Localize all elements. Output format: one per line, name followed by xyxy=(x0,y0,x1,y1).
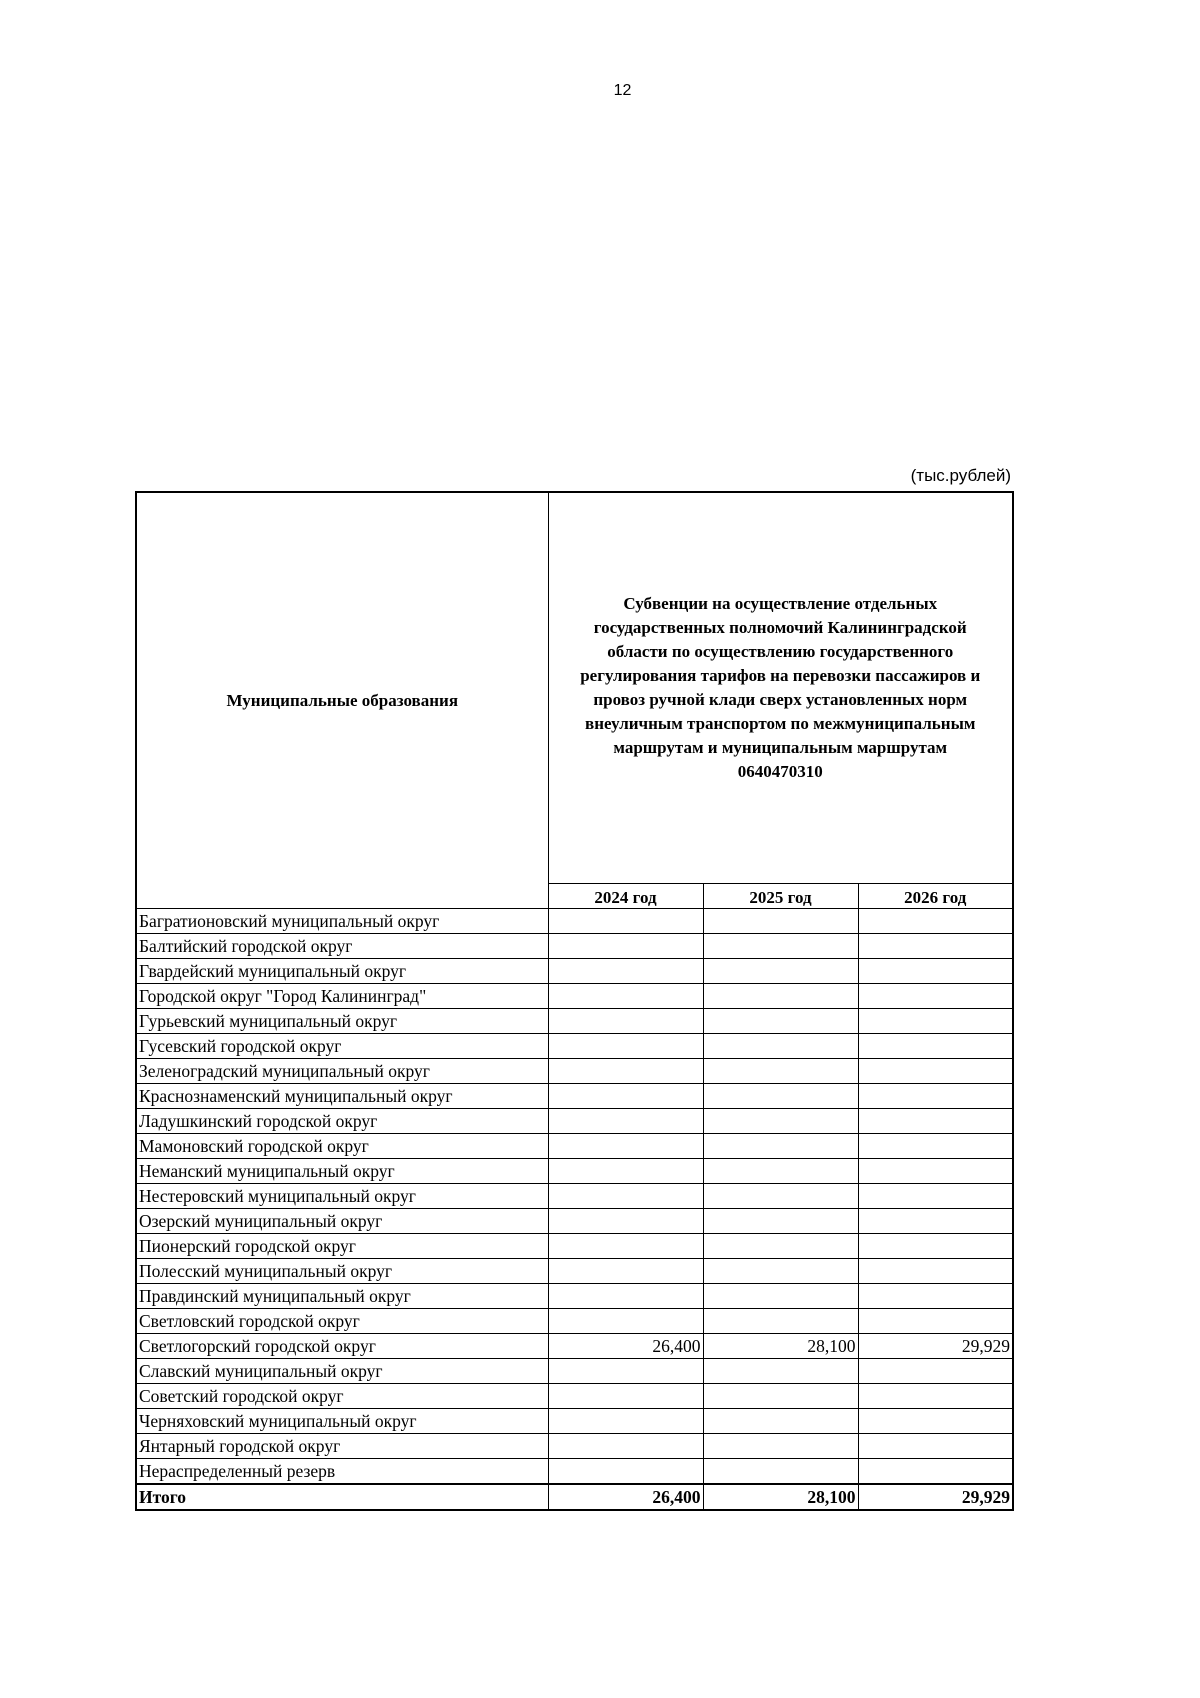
value-2024 xyxy=(548,1159,703,1184)
value-2025 xyxy=(703,1309,858,1334)
value-2024 xyxy=(548,1084,703,1109)
title-line: внеуличным транспортом по межмуниципальным xyxy=(585,714,976,733)
table-row xyxy=(136,984,1013,1009)
municipality-name: Славский муниципальный округ xyxy=(136,1359,548,1384)
value-2024 xyxy=(548,1034,703,1059)
table-row xyxy=(136,1359,1013,1384)
value-2025: 28,100 xyxy=(703,1334,858,1359)
table-body xyxy=(136,909,1013,1511)
value-2025 xyxy=(703,1009,858,1034)
value-2026 xyxy=(858,1059,1013,1084)
municipality-name: Гурьевский муниципальный округ xyxy=(136,1009,548,1034)
title-line: регулирования тарифов на перевозки пассажиров и xyxy=(580,666,981,685)
municipality-name: Зеленоградский муниципальный округ xyxy=(136,1059,548,1084)
value-2024: 26,400 xyxy=(548,1334,703,1359)
municipality-name: Нераспределенный резерв xyxy=(136,1459,548,1485)
table-row xyxy=(136,1384,1013,1409)
value-2026: 29,929 xyxy=(858,1334,1013,1359)
value-2025 xyxy=(703,1159,858,1184)
value-2024 xyxy=(548,1134,703,1159)
value-2025 xyxy=(703,1234,858,1259)
table-row xyxy=(136,1334,1013,1359)
units-label: (тыс.рублей) xyxy=(910,466,1011,485)
table-row xyxy=(136,934,1013,959)
value-2024 xyxy=(548,909,703,934)
total-2026: 29,929 xyxy=(858,1484,1013,1510)
value-2025 xyxy=(703,1284,858,1309)
value-2024 xyxy=(548,1384,703,1409)
table-row xyxy=(136,1209,1013,1234)
value-2026 xyxy=(858,1134,1013,1159)
value-2026 xyxy=(858,1384,1013,1409)
value-2025 xyxy=(703,1034,858,1059)
value-2025 xyxy=(703,1209,858,1234)
budget-code: 0640470310 xyxy=(737,762,823,781)
value-2026 xyxy=(858,1184,1013,1209)
value-2024 xyxy=(548,1209,703,1234)
subventions-table xyxy=(135,491,1014,1511)
municipality-name: Светлогорский городской округ xyxy=(136,1334,548,1359)
title-line: маршрутам и муниципальным маршрутам xyxy=(613,738,948,757)
table-row xyxy=(136,909,1013,934)
value-2024 xyxy=(548,1309,703,1334)
year-header-2026: 2026 год xyxy=(858,884,1013,909)
municipality-name: Светловский городской округ xyxy=(136,1309,548,1334)
value-2025 xyxy=(703,1259,858,1284)
municipality-name: Ладушкинский городской округ xyxy=(136,1109,548,1134)
table-row xyxy=(136,1409,1013,1434)
municipality-name: Советский городской округ xyxy=(136,1384,548,1409)
value-2026 xyxy=(858,1234,1013,1259)
municipality-name: Багратионовский муниципальный округ xyxy=(136,909,548,934)
table-row xyxy=(136,1459,1013,1485)
year-header-2024: 2024 год xyxy=(548,884,703,909)
value-2026 xyxy=(858,1159,1013,1184)
value-2026 xyxy=(858,934,1013,959)
municipality-name: Балтийский городской округ xyxy=(136,934,548,959)
value-2024 xyxy=(548,1409,703,1434)
value-2024 xyxy=(548,1184,703,1209)
municipality-name: Гусевский городской округ xyxy=(136,1034,548,1059)
value-2026 xyxy=(858,1109,1013,1134)
municipality-name: Краснознаменский муниципальный округ xyxy=(136,1084,548,1109)
municipality-name: Мамоновский городской округ xyxy=(136,1134,548,1159)
total-label: Итого xyxy=(136,1484,548,1510)
value-2025 xyxy=(703,909,858,934)
value-2025 xyxy=(703,1059,858,1084)
value-2025 xyxy=(703,1134,858,1159)
value-2025 xyxy=(703,1459,858,1485)
table-row xyxy=(136,1234,1013,1259)
value-2026 xyxy=(858,1259,1013,1284)
value-2026 xyxy=(858,984,1013,1009)
table-row xyxy=(136,1259,1013,1284)
table-row xyxy=(136,1034,1013,1059)
table-row xyxy=(136,1309,1013,1334)
value-2024 xyxy=(548,1359,703,1384)
value-2025 xyxy=(703,1184,858,1209)
table-header-row xyxy=(136,492,1013,884)
value-2026 xyxy=(858,959,1013,984)
value-2024 xyxy=(548,1059,703,1084)
table-row xyxy=(136,1159,1013,1184)
value-2024 xyxy=(548,1234,703,1259)
value-2026 xyxy=(858,1359,1013,1384)
year-header-2025: 2025 год xyxy=(703,884,858,909)
value-2026 xyxy=(858,1209,1013,1234)
table-row xyxy=(136,959,1013,984)
title-line: области по осуществлению государственного xyxy=(607,642,954,661)
value-2026 xyxy=(858,1434,1013,1459)
table-row xyxy=(136,1184,1013,1209)
value-2024 xyxy=(548,1109,703,1134)
value-2026 xyxy=(858,1309,1013,1334)
municipality-name: Озерский муниципальный округ xyxy=(136,1209,548,1234)
municipality-name: Пионерский городской округ xyxy=(136,1234,548,1259)
municipality-name: Янтарный городской округ xyxy=(136,1434,548,1459)
value-2026 xyxy=(858,1034,1013,1059)
table-row xyxy=(136,1434,1013,1459)
value-2024 xyxy=(548,984,703,1009)
value-2026 xyxy=(858,1009,1013,1034)
table-row xyxy=(136,1284,1013,1309)
value-2025 xyxy=(703,1434,858,1459)
table-row xyxy=(136,1109,1013,1134)
value-2024 xyxy=(548,934,703,959)
value-2026 xyxy=(858,1409,1013,1434)
value-2025 xyxy=(703,1084,858,1109)
value-2025 xyxy=(703,1409,858,1434)
municipality-column-header: Муниципальные образования xyxy=(136,492,548,909)
table-row xyxy=(136,1059,1013,1084)
municipality-name: Черняховский муниципальный округ xyxy=(136,1409,548,1434)
value-2026 xyxy=(858,909,1013,934)
value-2024 xyxy=(548,1284,703,1309)
value-2026 xyxy=(858,1084,1013,1109)
municipality-name: Нестеровский муниципальный округ xyxy=(136,1184,548,1209)
table-row xyxy=(136,1009,1013,1034)
municipality-name: Правдинский муниципальный округ xyxy=(136,1284,548,1309)
value-2024 xyxy=(548,1009,703,1034)
value-2025 xyxy=(703,1359,858,1384)
value-2025 xyxy=(703,1384,858,1409)
municipality-name: Гвардейский муниципальный округ xyxy=(136,959,548,984)
municipality-name: Неманский муниципальный округ xyxy=(136,1159,548,1184)
table-row xyxy=(136,1084,1013,1109)
value-2026 xyxy=(858,1284,1013,1309)
value-2025 xyxy=(703,959,858,984)
subvention-title-header xyxy=(548,492,1013,884)
table-row xyxy=(136,1134,1013,1159)
title-line: государственных полномочий Калининградской xyxy=(593,618,967,637)
value-2024 xyxy=(548,1459,703,1485)
title-line: провоз ручной клади сверх установленных норм xyxy=(593,690,968,709)
total-2024: 26,400 xyxy=(548,1484,703,1510)
municipality-name: Городской округ "Город Калининград" xyxy=(136,984,548,1009)
value-2025 xyxy=(703,984,858,1009)
total-2025: 28,100 xyxy=(703,1484,858,1510)
municipality-name: Полесский муниципальный округ xyxy=(136,1259,548,1284)
value-2026 xyxy=(858,1459,1013,1485)
value-2024 xyxy=(548,1434,703,1459)
value-2025 xyxy=(703,1109,858,1134)
title-line: Субвенции на осуществление отдельных xyxy=(623,594,938,613)
value-2024 xyxy=(548,959,703,984)
value-2025 xyxy=(703,934,858,959)
page-number: 12 xyxy=(613,82,632,99)
value-2024 xyxy=(548,1259,703,1284)
total-row xyxy=(136,1484,1013,1510)
